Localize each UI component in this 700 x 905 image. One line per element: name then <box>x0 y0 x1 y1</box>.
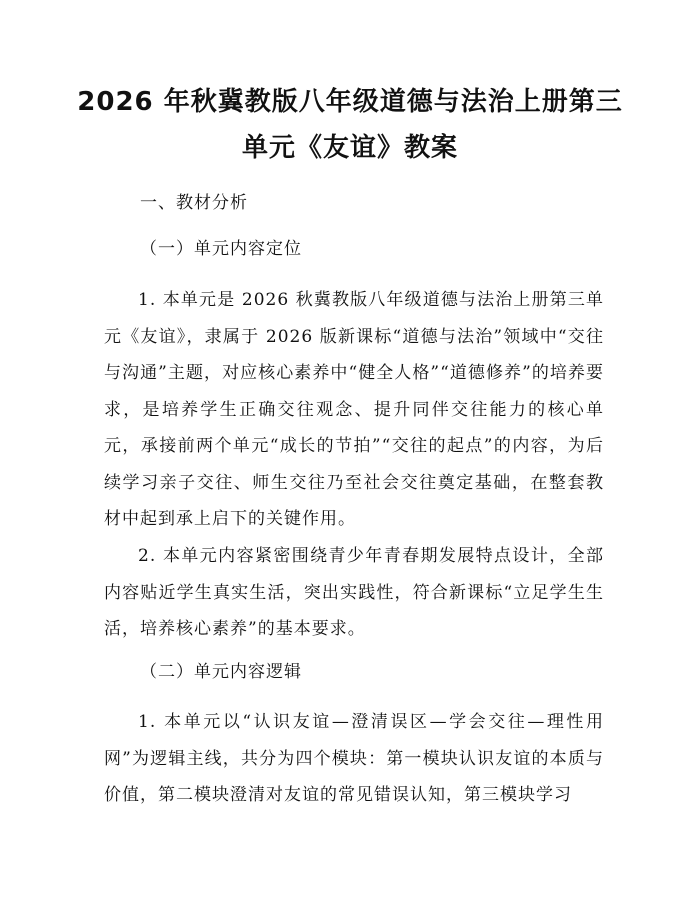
paragraph-unit-logic-1: 1. 本单元以“认识友谊—澄清误区—学会交往—理性用网”为逻辑主线，共分为四个模块：第一模块认识友谊的本质与价值，第二模块澄清对友谊的常见错误认知，第三模块学习 <box>104 712 604 805</box>
subsection-heading-unit-positioning: （一）单元内容定位 <box>140 239 302 259</box>
paragraph-unit-positioning-2: 2. 本单元内容紧密围绕青少年青春期发展特点设计，全部内容贴近学生真实生活，突出实践性，符合新课标“立足学生生活，培养核心素养”的基本要求。 <box>104 546 604 639</box>
subsection-heading-unit-logic: （二）单元内容逻辑 <box>140 662 302 682</box>
paragraph-unit-positioning-1: 1. 本单元是 2026 秋冀教版八年级道德与法治上册第三单元《友谊》，隶属于 2026 版新课标“道德与法治”领域中“交往与沟通”主题，对应核心素养中“健全人格”“道德修养”的培养要求，是培养学生正确交往观念、提升同伴交往能力的核心单元，承接前两个单元“成长的节拍”“交往的起点”的内容，为后续学习亲子交往、师生交往乃至社会交往奠定基础，在整套教材中起到承上启下的关键作用。 <box>104 290 604 529</box>
document-title-line-1: 2026 年秋冀教版八年级道德与法治上册第三 <box>77 87 623 117</box>
document-title-line-2: 单元《友谊》教案 <box>241 133 458 163</box>
section-heading-teaching-material-analysis: 一、教材分析 <box>140 193 248 213</box>
